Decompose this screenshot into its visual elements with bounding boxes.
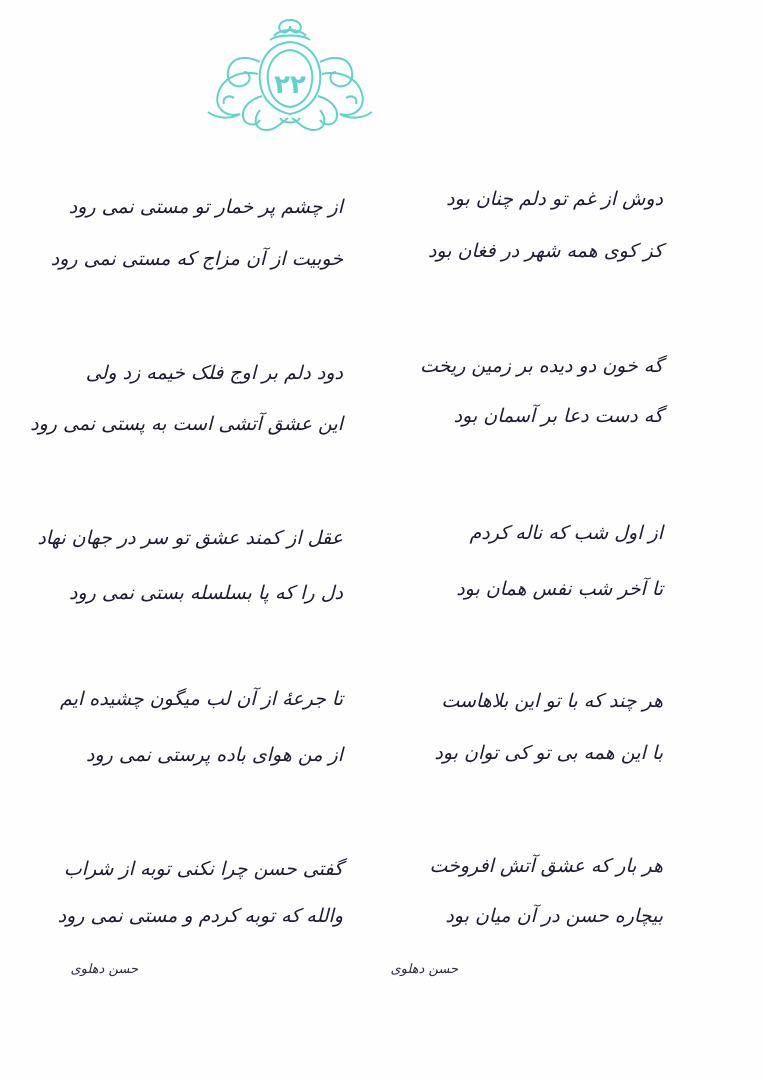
verse-line: دل را که پا بسلسله بستی نمی رود — [69, 582, 343, 604]
verse-line: این عشق آتشی است به پستی نمی رود — [30, 413, 343, 435]
verse-line: با این همه بی تو کی توان بود — [434, 742, 663, 764]
verse-line: عقل از کمند عشق تو سر در جهان نهاد — [37, 527, 343, 549]
page-number-ornament — [200, 14, 380, 132]
verse-line: والله که توبه کردم و مستی نمی رود — [57, 905, 343, 927]
verse-line: خوبیت از آن مزاج که مستی نمی رود — [50, 248, 343, 270]
verse-line: دود دلم بر اوج فلک خیمه زد ولی — [85, 362, 343, 384]
verse-line: از چشم پر خمار تو مستی نمی رود — [68, 196, 343, 218]
verse-line: تا آخر شب نفس همان بود — [456, 578, 663, 600]
verse-line: دوش از غم تو دلم چنان بود — [446, 188, 663, 210]
verse-line: از اول شب که ناله کردم — [469, 522, 663, 544]
verse-line: کز کوی همه شهر در فغان بود — [427, 240, 663, 262]
verse-line: تا جرعهٔ از آن لب میگون چشیده ایم — [60, 688, 343, 710]
signature-left: حسن دهلوی — [70, 962, 138, 977]
verse-line: گه خون دو دیده بر زمین ریخت — [419, 355, 663, 377]
verse-line: هر بار که عشق آتش افروخت — [429, 855, 663, 877]
verse-line: هر چند که با تو این بلاهاست — [441, 690, 663, 712]
verse-line: گه دست دعا بر آسمان بود — [453, 405, 663, 427]
page-number: ۲۲ — [274, 70, 306, 100]
verse-line: از من هوای باده پرستی نمی رود — [86, 744, 343, 766]
verse-line: بیچاره حسن در آن میان بود — [445, 905, 663, 927]
signature-right: حسن دهلوی — [390, 962, 458, 977]
verse-line: گفتی حسن چرا نکنی توبه از شراب — [63, 858, 343, 880]
